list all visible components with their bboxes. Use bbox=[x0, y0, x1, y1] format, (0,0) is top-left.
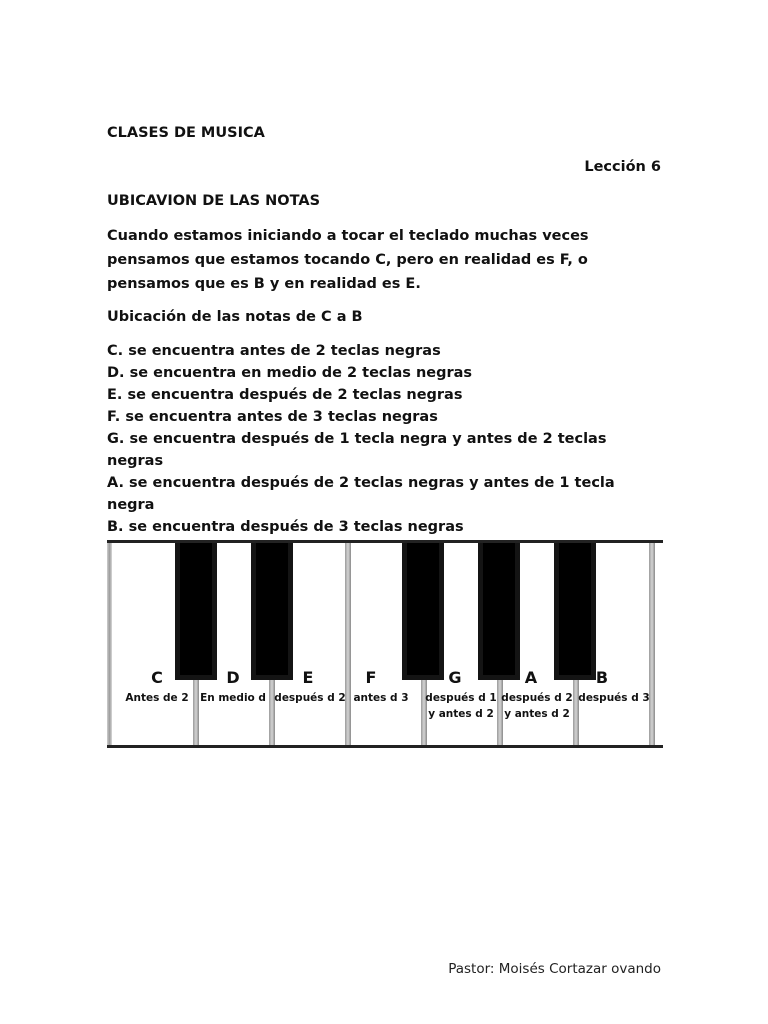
footer-author: Pastor: Moisés Cortazar ovando bbox=[448, 961, 661, 977]
document-title: CLASES DE MUSICA bbox=[107, 125, 265, 141]
key-desc-a: después d 2 y antes d 2 bbox=[501, 692, 573, 720]
black-key-f-sharp bbox=[402, 543, 444, 680]
keyboard-bottom-edge bbox=[107, 745, 663, 748]
key-letter-a: A bbox=[524, 668, 538, 687]
note-item-f: F. se encuentra antes de 3 teclas negras bbox=[107, 409, 438, 425]
intro-paragraph: Cuando estamos iniciando a tocar el teclado muchas veces pensamos que estamos tocando C, pero en realidad es F, o pensamos que es B y en realidad es E. bbox=[107, 228, 589, 292]
black-key-g-sharp bbox=[478, 543, 520, 680]
key-desc-f: antes d 3 bbox=[353, 692, 409, 704]
piano-keyboard-figure bbox=[107, 540, 663, 752]
note-item-g: G. se encuentra después de 1 tecla negra y antes de 2 teclas negras bbox=[107, 431, 607, 469]
key-desc-d: En medio d bbox=[200, 692, 266, 704]
keyboard-left-edge bbox=[107, 543, 112, 745]
note-item-b: B. se encuentra después de 3 teclas negras bbox=[107, 519, 464, 535]
white-key-next bbox=[655, 543, 663, 745]
black-key-d-sharp bbox=[251, 543, 293, 680]
subheading: Ubicación de las notas de C a B bbox=[107, 309, 363, 325]
note-item-a: A. se encuentra después de 2 teclas negras y antes de 1 tecla negra bbox=[107, 475, 615, 513]
key-letter-f: F bbox=[365, 668, 377, 687]
note-item-c: C. se encuentra antes de 2 teclas negras bbox=[107, 343, 441, 359]
notes-list bbox=[107, 340, 661, 538]
key-letter-b: B bbox=[595, 668, 609, 687]
black-key-a-sharp bbox=[554, 543, 596, 680]
note-item-e: E. se encuentra después de 2 teclas negras bbox=[107, 387, 463, 403]
key-letter-d: D bbox=[226, 668, 240, 687]
lesson-number: Lección 6 bbox=[584, 159, 661, 175]
key-desc-b: después d 3 bbox=[578, 692, 650, 704]
key-letter-g: G bbox=[448, 668, 462, 687]
note-item-d: D. se encuentra en medio de 2 teclas negras bbox=[107, 365, 473, 381]
key-desc-g: después d 1 y antes d 2 bbox=[425, 692, 497, 720]
key-desc-e: después d 2 bbox=[274, 692, 346, 704]
section-heading: UBICAVION DE LAS NOTAS bbox=[107, 193, 321, 209]
key-letter-c: C bbox=[151, 668, 163, 687]
key-letter-e: E bbox=[302, 668, 314, 687]
black-key-c-sharp bbox=[175, 543, 217, 680]
key-desc-c: Antes de 2 bbox=[125, 692, 189, 704]
